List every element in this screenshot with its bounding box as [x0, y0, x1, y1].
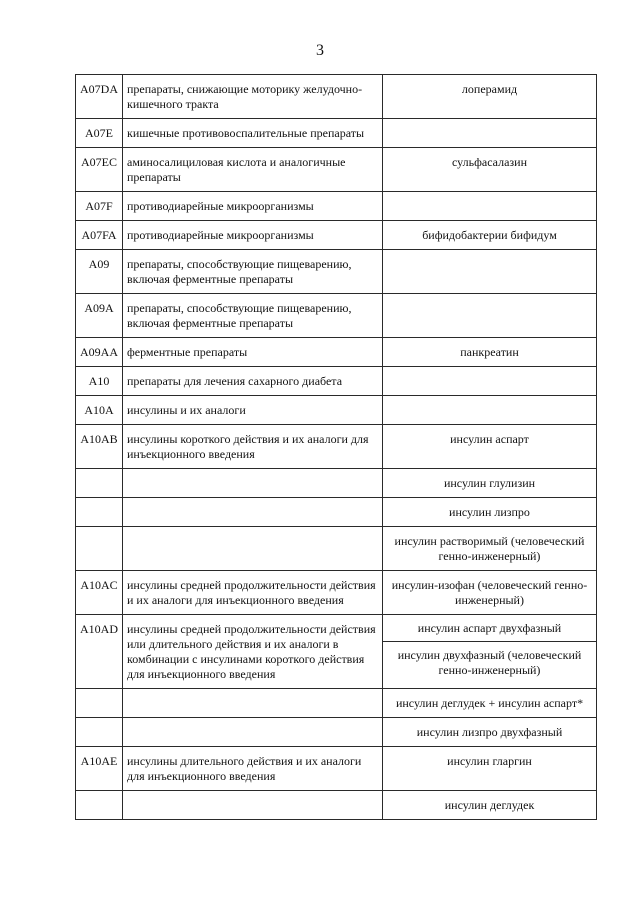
medication-cell: панкреатин [383, 338, 597, 367]
table-row [76, 119, 597, 148]
atc-code-cell: A10A [76, 396, 123, 425]
medication-cell [383, 396, 597, 425]
medication-cell: инсулин лизпро [383, 498, 597, 527]
table-row [76, 615, 597, 689]
medication-cell: инсулин деглудек + инсулин аспарт* [383, 689, 597, 718]
table-row [76, 469, 597, 498]
table-row [76, 338, 597, 367]
atc-code-cell: A07F [76, 192, 123, 221]
table-row [76, 367, 597, 396]
atc-code-cell: A10 [76, 367, 123, 396]
table-row [76, 148, 597, 192]
atc-code-cell: A10AC [76, 571, 123, 615]
atc-description-cell: препараты, способствующие пищеварению, включая ферментные препараты [123, 250, 383, 294]
atc-code-cell [76, 689, 123, 718]
table-row [76, 425, 597, 469]
atc-code-cell: A09 [76, 250, 123, 294]
medication-cell: инсулин гларгин [383, 747, 597, 791]
medication-cell [383, 367, 597, 396]
atc-code-cell [76, 791, 123, 820]
atc-description-cell: препараты для лечения сахарного диабета [123, 367, 383, 396]
medication-name: инсулин двухфазный (человеческий генно-инженерный) [383, 641, 596, 683]
atc-code-cell: A09AA [76, 338, 123, 367]
atc-code-cell [76, 469, 123, 498]
table-row [76, 527, 597, 571]
atc-description-cell: противодиарейные микроорганизмы [123, 192, 383, 221]
table-row [76, 250, 597, 294]
medication-cell [383, 119, 597, 148]
atc-description-cell: аминосалициловая кислота и аналогичные препараты [123, 148, 383, 192]
atc-code-cell [76, 527, 123, 571]
atc-code-cell: A07DA [76, 75, 123, 119]
drug-classification-table [75, 74, 597, 820]
table-row [76, 498, 597, 527]
atc-description-cell: инсулины средней продолжительности действия и их аналоги для инъекционного введения [123, 571, 383, 615]
table-row [76, 75, 597, 119]
atc-description-cell [123, 469, 383, 498]
atc-description-cell [123, 791, 383, 820]
table-row [76, 192, 597, 221]
atc-description-cell [123, 689, 383, 718]
page-number: 3 [316, 42, 324, 59]
atc-code-cell: A10AD [76, 615, 123, 689]
atc-description-cell: инсулины длительного действия и их аналоги для инъекционного введения [123, 747, 383, 791]
atc-code-cell: A07E [76, 119, 123, 148]
medication-name: инсулин аспарт двухфазный [417, 621, 562, 635]
table-row [76, 221, 597, 250]
medication-cell: инсулин аспарт [383, 425, 597, 469]
medication-cell: инсулин деглудек [383, 791, 597, 820]
atc-description-cell [123, 527, 383, 571]
medication-cell [383, 615, 597, 689]
medication-cell: инсулин глулизин [383, 469, 597, 498]
atc-description-cell: препараты, снижающие моторику желудочно-кишечного тракта [123, 75, 383, 119]
atc-description-cell: инсулины и их аналоги [123, 396, 383, 425]
medication-cell: лоперамид [383, 75, 597, 119]
medication-cell: бифидобактерии бифидум [383, 221, 597, 250]
table-row [76, 396, 597, 425]
atc-description-cell [123, 718, 383, 747]
atc-code-cell: A10AE [76, 747, 123, 791]
medication-cell: инсулин лизпро двухфазный [383, 718, 597, 747]
atc-description-cell: инсулины короткого действия и их аналоги для инъекционного введения [123, 425, 383, 469]
table-row [76, 689, 597, 718]
atc-code-cell: A10AB [76, 425, 123, 469]
atc-description-cell: инсулины средней продолжительности действия или длительного действия и их аналоги в комбинации с инсулинами короткого действия для инъекционного введения [123, 615, 383, 689]
table-row [76, 718, 597, 747]
medication-cell [383, 192, 597, 221]
atc-code-cell [76, 498, 123, 527]
atc-code-cell: A07EC [76, 148, 123, 192]
medication-cell: сульфасалазин [383, 148, 597, 192]
atc-description-cell: ферментные препараты [123, 338, 383, 367]
table-body [76, 75, 597, 820]
atc-description-cell: противодиарейные микроорганизмы [123, 221, 383, 250]
atc-description-cell: кишечные противовоспалительные препараты [123, 119, 383, 148]
atc-code-cell [76, 718, 123, 747]
atc-code-cell: A09A [76, 294, 123, 338]
table-row [76, 747, 597, 791]
atc-description-cell: препараты, способствующие пищеварению, включая ферментные препараты [123, 294, 383, 338]
table-row [76, 294, 597, 338]
atc-code-cell: A07FA [76, 221, 123, 250]
table-row [76, 571, 597, 615]
medication-cell: инсулин-изофан (человеческий генно-инженерный) [383, 571, 597, 615]
atc-description-cell [123, 498, 383, 527]
medication-cell: инсулин растворимый (человеческий генно-инженерный) [383, 527, 597, 571]
table-row [76, 791, 597, 820]
medication-cell [383, 250, 597, 294]
medication-cell [383, 294, 597, 338]
